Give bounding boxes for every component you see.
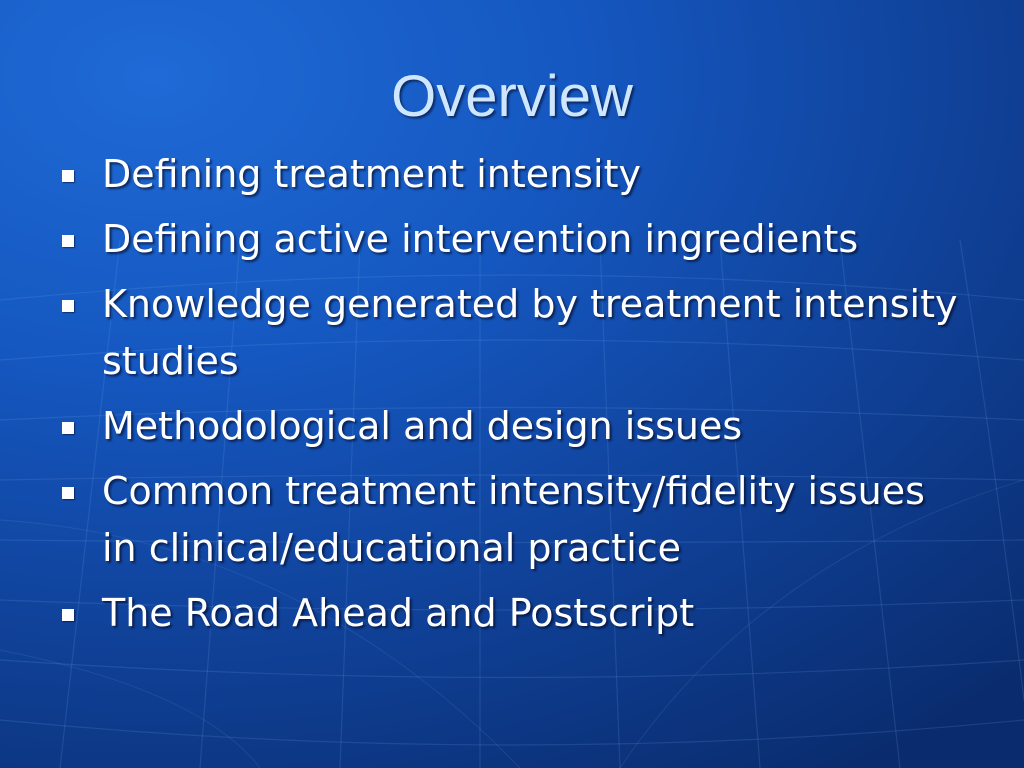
square-bullet-icon (62, 300, 74, 312)
square-bullet-icon (62, 170, 74, 182)
bullet-text: Knowledge generated by treatment intensity studies (102, 282, 958, 383)
square-bullet-icon (62, 609, 74, 621)
bullet-text: The Road Ahead and Postscript (102, 591, 695, 635)
slide-title: Overview (391, 64, 633, 129)
bullet-item (62, 585, 962, 642)
square-bullet-icon (62, 235, 74, 247)
bullet-item (62, 398, 962, 455)
square-bullet-icon (62, 422, 74, 434)
bullet-text: Methodological and design issues (102, 404, 743, 448)
bullet-text: Common treatment intensity/fidelity issues in clinical/educational practice (102, 469, 925, 570)
bullet-text: Defining active intervention ingredients (102, 217, 859, 261)
bullet-item (62, 463, 962, 577)
square-bullet-icon (62, 487, 74, 499)
bullet-item (62, 276, 962, 390)
bullet-list (62, 146, 962, 650)
bullet-item (62, 146, 962, 203)
bullet-item (62, 211, 962, 268)
bullet-text: Defining treatment intensity (102, 152, 641, 196)
